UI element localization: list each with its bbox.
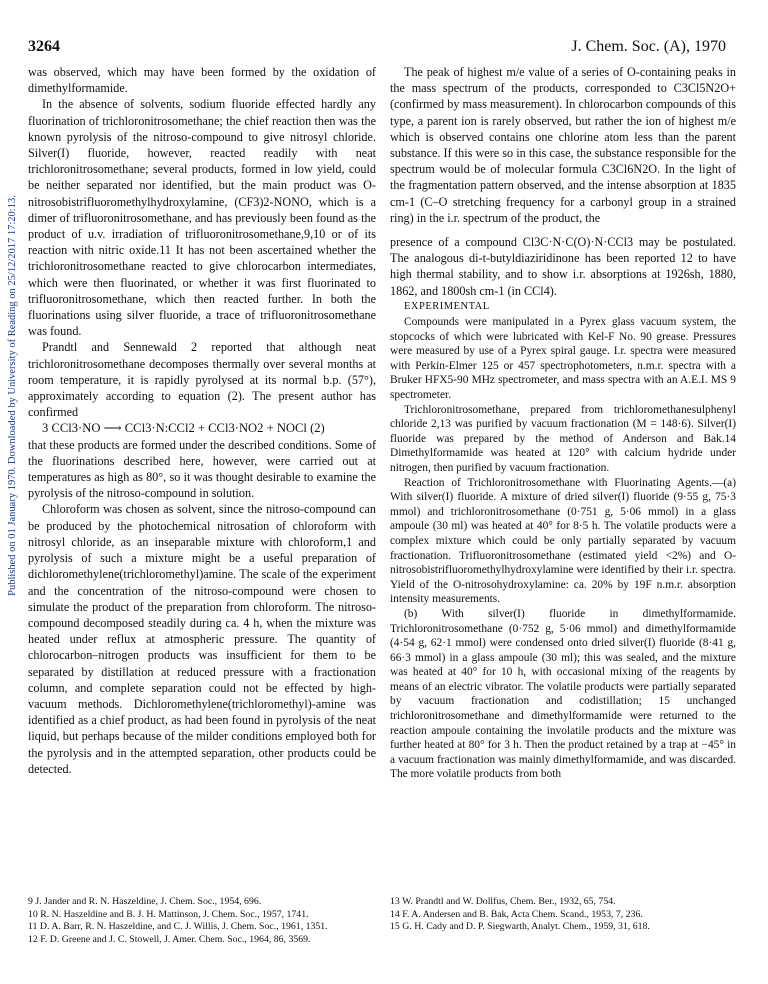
footnote: 9 J. Jander and R. N. Haszeldine, J. Chem. Soc., 1954, 696. bbox=[28, 896, 262, 907]
footnotes-left bbox=[28, 896, 376, 946]
paragraph: Compounds were manipulated in a Pyrex glass vacuum system, the stopcocks of which were lubricated with Kel-F No. 90 grease. Pressures were measured by use of a Pyrex spiral gauge. I.r. spectra were measured with Perkin-Elmer 125 or 457 spectrophotometers, n.m.r. spectra with a Bruker HFX5-90 MHz spectrometer, and mass spectra with an A.E.I. MS 9 spectrometer. bbox=[390, 316, 736, 402]
paragraph: The peak of highest m/e value of a series of O-containing peaks in the mass spectrum of the products, corresponded to C3Cl5N2O+ (confirmed by mass measurement). In chlorocarbon compounds of this type, a parent ion is rarely observed, but rather the ion of highest m/e which is observed contains one chlorine atom less than the parent substance. If this were so in this case, the substance responsible for the spectrum would be of molecular formula C3Cl6N2O. In the light of the fragmentation pattern observed, and the intense absorption at 1835 cm-1 (C–O stretching frequency for a carbonyl group in a strained ring) in the i.r. spectrum of the product, the bbox=[390, 65, 736, 225]
paragraph: Trichloronitrosomethane, prepared from trichloromethanesulphenyl chloride 2,13 was purified by vacuum fractionation (M = 148·6). Silver(I) fluoride was prepared by the method of Anderson and Bak.14 Dimethylformamide was heated at 120° with calcium hydride under nitrogen, then purified by vacuum fractionation. bbox=[390, 403, 736, 474]
right-column bbox=[390, 64, 736, 782]
footnotes-right bbox=[390, 896, 736, 934]
paragraph: that these products are formed under the described conditions. Some of the fluorinations described here, however, were carried out at temperatures as high as 80°, so it was thought desirable to examine the pyrolysis of the nitroso-compound in solution. bbox=[28, 437, 376, 501]
footnote: 12 F. D. Greene and J. C. Stowell, J. Amer. Chem. Soc., 1964, 86, 3569. bbox=[28, 933, 311, 945]
footnote: 11 D. A. Barr, R. N. Haszeldine, and C. J. Willis, J. Chem. Soc., 1961, 1351. bbox=[28, 921, 328, 933]
paragraph: Prandtl and Sennewald 2 reported that although neat trichloronitrosomethane decomposes thermally over several months at room temperature, it is rapidly pyrolysed at its normal b.p. (57°), approximately according to equation (2). The present author has confirmed bbox=[28, 340, 376, 420]
paragraph: Chloroform was chosen as solvent, since the nitroso-compound can be produced by the photochemical nitrosation of chloroform with nitrosyl chloride, as an inseparable mixture with chloroform,1 and pyrolysis of such a mixture might be a useful preparation of dichloromethylene(trichloromethyl)amine. The scale of the experiment and the concentration of the nitroso-compound were chosen to simulate the product of the preparation from chloroform. The nitroso-compound decomposed steadily during ca. 4 h, when the mixture was heated under reflux at atmospheric pressure. The quantity of chlorocarbon–nitrogen products was insufficient for them to be separated by distillation at reduced pressure with a fractionation column, and complete separation could not be effected by high-vacuum methods. Dichloromethylene(trichloromethyl)-amine was identified as a chief product, as had been found in pyrolysis of the neat liquid, but perhaps because of the milder conditions employed both for the pyrolysis and in the attempted separation, other products could be detected. bbox=[28, 502, 376, 776]
journal-citation: J. Chem. Soc. (A), 1970 bbox=[571, 38, 726, 55]
footnote: 15 G. H. Cady and D. P. Siegwarth, Analyt. Chem., 1959, 31, 618. bbox=[390, 921, 650, 933]
footnote: 10 R. N. Haszeldine and B. J. H. Mattinson, J. Chem. Soc., 1957, 1741. bbox=[28, 908, 309, 920]
paragraph: In the absence of solvents, sodium fluoride effected hardly any fluorination of trichloronitrosomethane; the chief reaction then was the known pyrolysis of the nitroso-compound to give nitrosyl chloride. Silver(I) fluoride, however, reacted readily with neat trichloronitrosomethane; several products, formed in low yield, could be neither separated nor identified, but the main product was O-nitrosobistrifluoromethylhydroxylamine, (CF3)2-NONO, which is a dimer of trifluoronitrosomethane, and has previously been found as the product of u.v. irradiation of trifluoronitrosomethane,9,10 or of its reaction with nitric oxide.11 It has not been ascertained whether the trichloronitrosomethane reacted to give chlorocarbon intermediates, which were then fluorinated, or whether it was first fluorinated to trifluoronitrosomethane, which then reacted further. In both the fluorinations using silver fluoride, a trace of trifluoronitrosomethane was found. bbox=[28, 97, 376, 339]
equation: 3 CCl3·NO ⟶ CCl3·N:CCl2 + CCl3·NO2 + NOCl (2) bbox=[42, 421, 325, 436]
page-number: 3264 bbox=[28, 38, 60, 55]
paragraph: Reaction of Trichloronitrosomethane with Fluorinating Agents.—(a) With silver(I) fluoride. A mixture of dried silver(I) fluoride (9·55 g, 75·3 mmol) and trichloronitrosomethane (0·751 g, 5·06 mmol) in a glass ampoule (30 ml) was heated at 40° for 8·5 h. The volatile products were a complex mixture which could be only partially separated by vacuum fractionation. Trifluoronitrosomethane (estimated yield <2%) and O-nitrosobistrifluoromethylhydroxylamine were identified by their i.r. spectra. Yield of the O-nitrosohydroxylamine: ca. 20% by 19F n.m.r. absorption intensity measurements. bbox=[390, 476, 736, 606]
download-watermark bbox=[2, 160, 22, 630]
paragraph: presence of a compound Cl3C·N·C(O)·N·CCl3 may be postulated. The analogous di-t-butyldiaziridinone has been reported 12 to have high thermal stability, and to show i.r. absorptions at 1926sh, 1880, 1862, and 1800sh cm-1 (in CCl4). bbox=[390, 235, 736, 298]
paragraph: (b) With silver(I) fluoride in dimethylformamide. Trichloronitrosomethane (0·752 g, 5·06 mmol) and dimethylformamide (4·54 g, 62·1 mmol) were condensed onto dried silver(I) fluoride (8·41 g, 66·3 mmol) in a glass ampoule (30 ml); this was sealed, and the mixture was heated at 40° for 10 h, with occasional mixing of the reagents by means of an electric vibrator. The volatile products were partially separated by vacuum fractionation and codistillation; 15 unchanged trichloronitrosomethane and dimethylformamide were returned to the reaction ampoule containing the involatile products and the mixture was further heated at 80° for 3 h. Then the product retained by a trap at −45° in a vacuum fractionation was mainly dimethylformamide, and was discarded. The more volatile products from both bbox=[390, 607, 736, 781]
footnote: 14 F. A. Andersen and B. Bak, Acta Chem. Scand., 1953, 7, 236. bbox=[390, 908, 643, 920]
section-heading: EXPERIMENTAL bbox=[404, 300, 490, 312]
left-column bbox=[28, 64, 376, 777]
download-watermark-text: Published on 01 January 1970. Downloaded by University of Reading on 25/12/2017 17:20:13. bbox=[6, 194, 18, 596]
footnote: 13 W. Prandtl and W. Dollfus, Chem. Ber., 1932, 65, 754. bbox=[390, 896, 616, 907]
paragraph: was observed, which may have been formed by the oxidation of dimethylformamide. bbox=[28, 65, 376, 96]
